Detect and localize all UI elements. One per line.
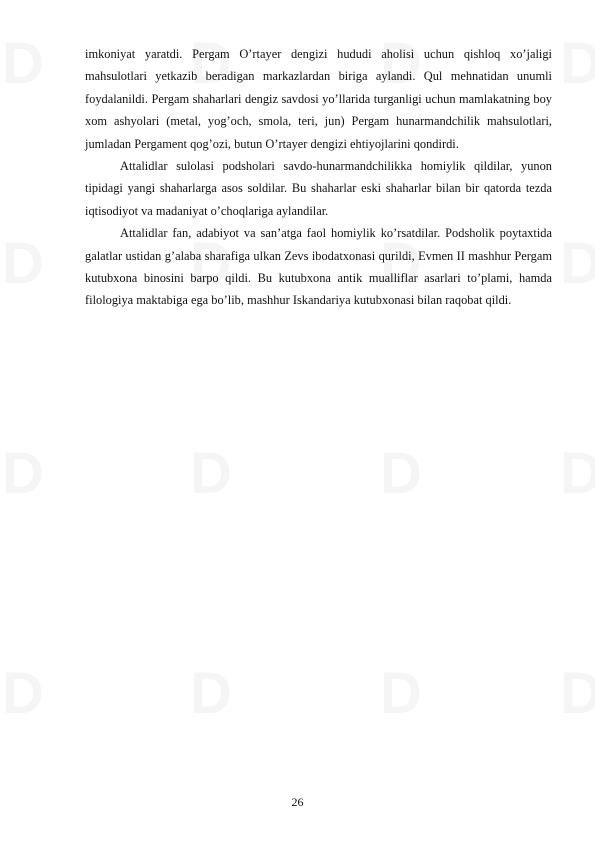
watermark: [560, 440, 595, 507]
watermark: [380, 440, 423, 507]
paragraph: imkoniyat yaratdi. Pergam O’rtayer dengizi hududi aholisi uchun qishloq xo’jaligi mahsulotlari yetkazib beradigan markazlardan biriga aylandi. Qul mehnatidan unumli foydalanildi. Pergam shaharlari dengiz savdosi yo’llarida turganligi uchun mamlakatning boy xom ashyolari (metal, yog’och, smola, teri, jun) Pergam hunarmandchilik mahsulotlari, jumladan Pergament qog’ozi, butun O’rtayer dengizi ehtiyojlarini qondirdi.: [85, 47, 552, 151]
paragraph: Attalidlar fan, adabiyot va san’atga faol homiylik ko’rsatdilar. Podsholik poytaxtida galatlar ustidan g’alaba sharafiga ulkan Zevs ibodatxonasi qurildi, Evmen II mashhur Pergam kutubxona binosini barpo qildi. Bu kutubxona antik mualliflar asarlari to’plami, hamda filologiya maktabiga ega bo’lib, mashhur Iskandariya kutubxonasi bilan raqobat qildi.: [85, 226, 552, 308]
watermark: [190, 660, 233, 727]
watermark: [2, 230, 45, 297]
watermark: [190, 440, 233, 507]
watermark: [560, 30, 595, 97]
watermark: [560, 230, 595, 297]
watermark: [2, 660, 45, 727]
watermark: [560, 660, 595, 727]
watermark: [2, 440, 45, 507]
page-body: [85, 43, 552, 312]
watermark: [2, 30, 45, 97]
watermark: [380, 660, 423, 727]
page-number: 26: [291, 795, 304, 809]
paragraph: Attalidlar sulolasi podsholari savdo-hunarmandchilikka homiylik qildilar, yunon tipidagi yangi shaharlarga asos soldilar. Bu shaharlar eski shaharlar bilan bir qatorda tezda iqtisodiyot va madaniyat o’choqlariga aylandilar.: [85, 159, 552, 218]
